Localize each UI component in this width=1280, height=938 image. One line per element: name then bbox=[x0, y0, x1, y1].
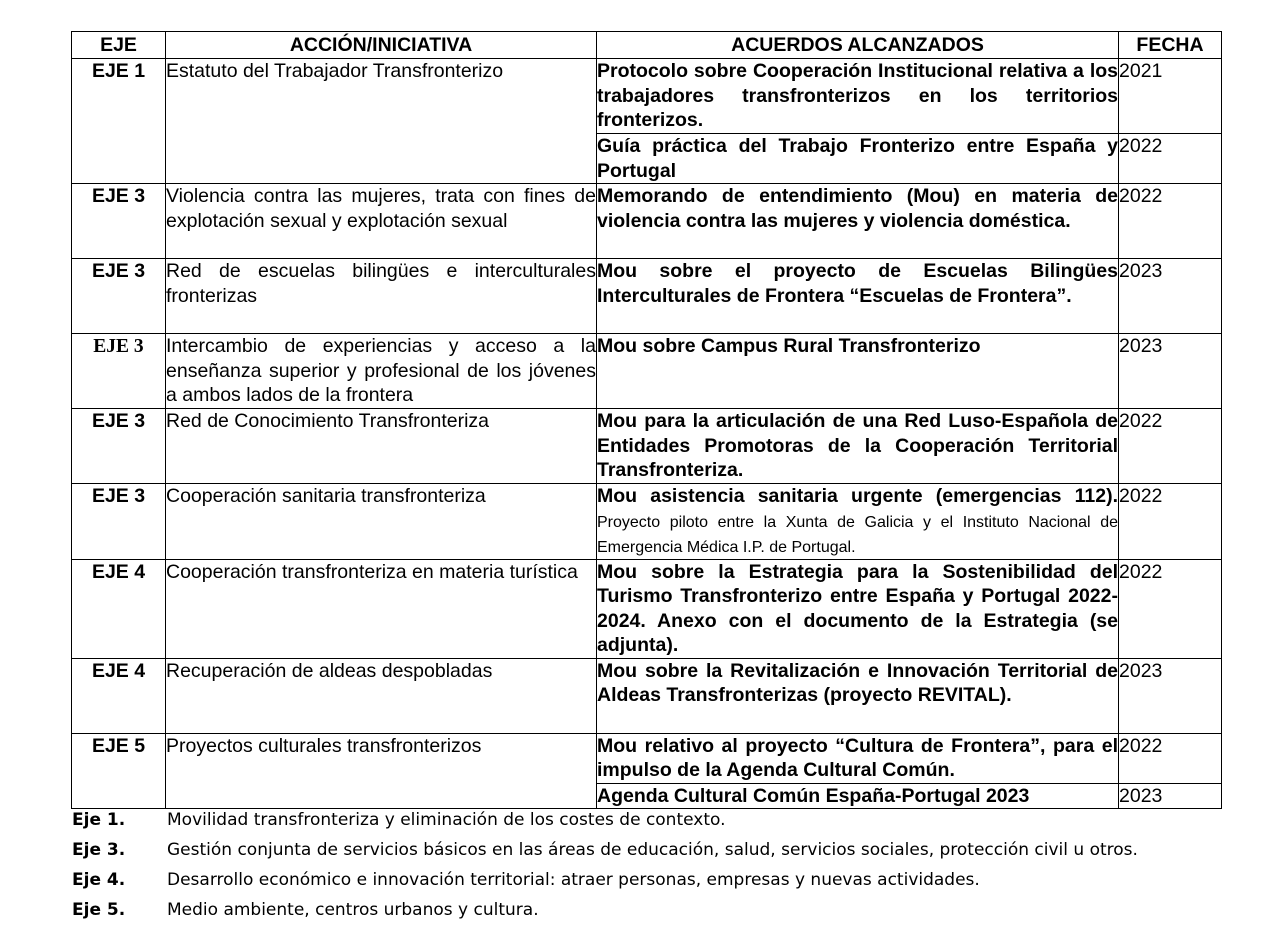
table-row bbox=[72, 484, 1222, 560]
legend-text: Medio ambiente, centros urbanos y cultura. bbox=[167, 900, 539, 920]
axis-legend bbox=[72, 805, 1252, 925]
accion-cell: Violencia contra las mujeres, trata con fines de explotación sexual y explotación sexual bbox=[166, 184, 597, 259]
accion-cell: Recuperación de aldeas despobladas bbox=[166, 658, 597, 733]
acuerdo-text: Mou asistencia sanitaria urgente (emergencias 112). bbox=[597, 485, 1118, 507]
fecha-cell: 2022 bbox=[1119, 184, 1222, 259]
eje-cell: EJE 4 bbox=[72, 559, 166, 658]
table-row bbox=[72, 334, 1222, 409]
fecha-cell: 2022 bbox=[1119, 559, 1222, 658]
acuerdo-cell bbox=[597, 484, 1119, 560]
agreements-table bbox=[71, 31, 1222, 809]
fecha-cell: 2022 bbox=[1119, 134, 1222, 184]
fecha-cell: 2021 bbox=[1119, 59, 1222, 134]
acuerdo-detail: Proyecto piloto entre la Xunta de Galicia y el Instituto Nacional de Emergencia Médica I.P. de Portugal. bbox=[597, 513, 1118, 556]
legend-text: Movilidad transfronteriza y eliminación de los costes de contexto. bbox=[167, 810, 726, 830]
header-eje: EJE bbox=[72, 32, 166, 59]
table-row bbox=[72, 59, 1222, 134]
fecha-cell: 2022 bbox=[1119, 484, 1222, 560]
table-row bbox=[72, 559, 1222, 658]
accion-cell: Red de escuelas bilingües e interculturales fronterizas bbox=[166, 259, 597, 334]
legend-label: Eje 3. bbox=[72, 840, 126, 860]
eje-cell: EJE 3 bbox=[72, 409, 166, 484]
accion-cell: Proyectos culturales transfronterizos bbox=[166, 733, 597, 809]
legend-label: Eje 1. bbox=[72, 810, 126, 830]
legend-label: Eje 5. bbox=[72, 900, 126, 920]
eje-cell bbox=[72, 334, 166, 409]
eje-cell: EJE 3 bbox=[72, 259, 166, 334]
eje-cell: EJE 4 bbox=[72, 658, 166, 733]
acuerdo-cell: Mou sobre Campus Rural Transfronterizo bbox=[597, 334, 1119, 409]
acuerdo-cell: Mou sobre la Revitalización e Innovación Territorial de Aldeas Transfronterizas (proyecto REVITAL). bbox=[597, 658, 1119, 733]
legend-text: Gestión conjunta de servicios básicos en las áreas de educación, salud, servicios sociales, protección civil u otros. bbox=[167, 840, 1138, 860]
accion-cell: Cooperación sanitaria transfronteriza bbox=[166, 484, 597, 560]
table-row bbox=[72, 259, 1222, 334]
acuerdo-cell: Agenda Cultural Común España-Portugal 2023 bbox=[597, 783, 1119, 809]
legend-label: Eje 4. bbox=[72, 870, 126, 890]
header-acuerdos: ACUERDOS ALCANZADOS bbox=[597, 32, 1119, 59]
table-row bbox=[72, 409, 1222, 484]
acuerdo-cell: Mou para la articulación de una Red Luso-Española de Entidades Promotoras de la Cooperación Territorial Transfronteriza. bbox=[597, 409, 1119, 484]
table-row bbox=[72, 733, 1222, 783]
legend-item bbox=[72, 865, 1252, 895]
acuerdo-cell: Mou relativo al proyecto “Cultura de Frontera”, para el impulso de la Agenda Cultural Común. bbox=[597, 734, 1118, 781]
table-row bbox=[72, 658, 1222, 733]
eje-cell: EJE 3 bbox=[72, 184, 166, 259]
fecha-cell: 2023 bbox=[1119, 658, 1222, 733]
legend-item bbox=[72, 805, 1252, 835]
acuerdo-cell: Protocolo sobre Cooperación Institucional relativa a los trabajadores transfronterizos en los territorios fronterizos. bbox=[597, 59, 1119, 134]
eje-label: EJE 3 bbox=[93, 336, 144, 357]
fecha-cell: 2023 bbox=[1119, 259, 1222, 334]
acuerdo-cell: Mou sobre la Estrategia para la Sostenibilidad del Turismo Transfronterizo entre España y Portugal 2022-2024. Anexo con el documento de la Estrategia (se adjunta). bbox=[597, 560, 1118, 656]
header-fecha: FECHA bbox=[1119, 32, 1222, 59]
legend-item bbox=[72, 895, 1252, 925]
fecha-cell: 2023 bbox=[1119, 783, 1222, 809]
acuerdo-cell: Mou sobre el proyecto de Escuelas Bilingües Interculturales de Frontera “Escuelas de Frontera”. bbox=[597, 259, 1119, 334]
header-accion: ACCIÓN/INICIATIVA bbox=[166, 32, 597, 59]
fecha-cell: 2022 bbox=[1119, 409, 1222, 484]
fecha-cell: 2023 bbox=[1119, 334, 1222, 409]
accion-cell: Cooperación transfronteriza en materia turística bbox=[166, 559, 597, 658]
eje-cell: EJE 5 bbox=[72, 733, 166, 809]
eje-cell: EJE 3 bbox=[72, 484, 166, 560]
accion-cell: Intercambio de experiencias y acceso a la enseñanza superior y profesional de los jóvenes a ambos lados de la frontera bbox=[166, 334, 597, 409]
fecha-cell: 2022 bbox=[1119, 733, 1222, 783]
eje-cell: EJE 1 bbox=[72, 59, 166, 184]
table-header-row bbox=[72, 32, 1222, 59]
legend-item bbox=[72, 835, 1252, 865]
accion-cell: Estatuto del Trabajador Transfronterizo bbox=[166, 59, 597, 184]
acuerdo-cell: Memorando de entendimiento (Mou) en materia de violencia contra las mujeres y violencia doméstica. bbox=[597, 184, 1119, 259]
acuerdo-cell: Guía práctica del Trabajo Fronterizo entre España y Portugal bbox=[597, 135, 1118, 182]
table-row bbox=[72, 184, 1222, 259]
legend-text: Desarrollo económico e innovación territorial: atraer personas, empresas y nuevas actividades. bbox=[167, 870, 980, 890]
accion-cell: Red de Conocimiento Transfronteriza bbox=[166, 409, 597, 484]
